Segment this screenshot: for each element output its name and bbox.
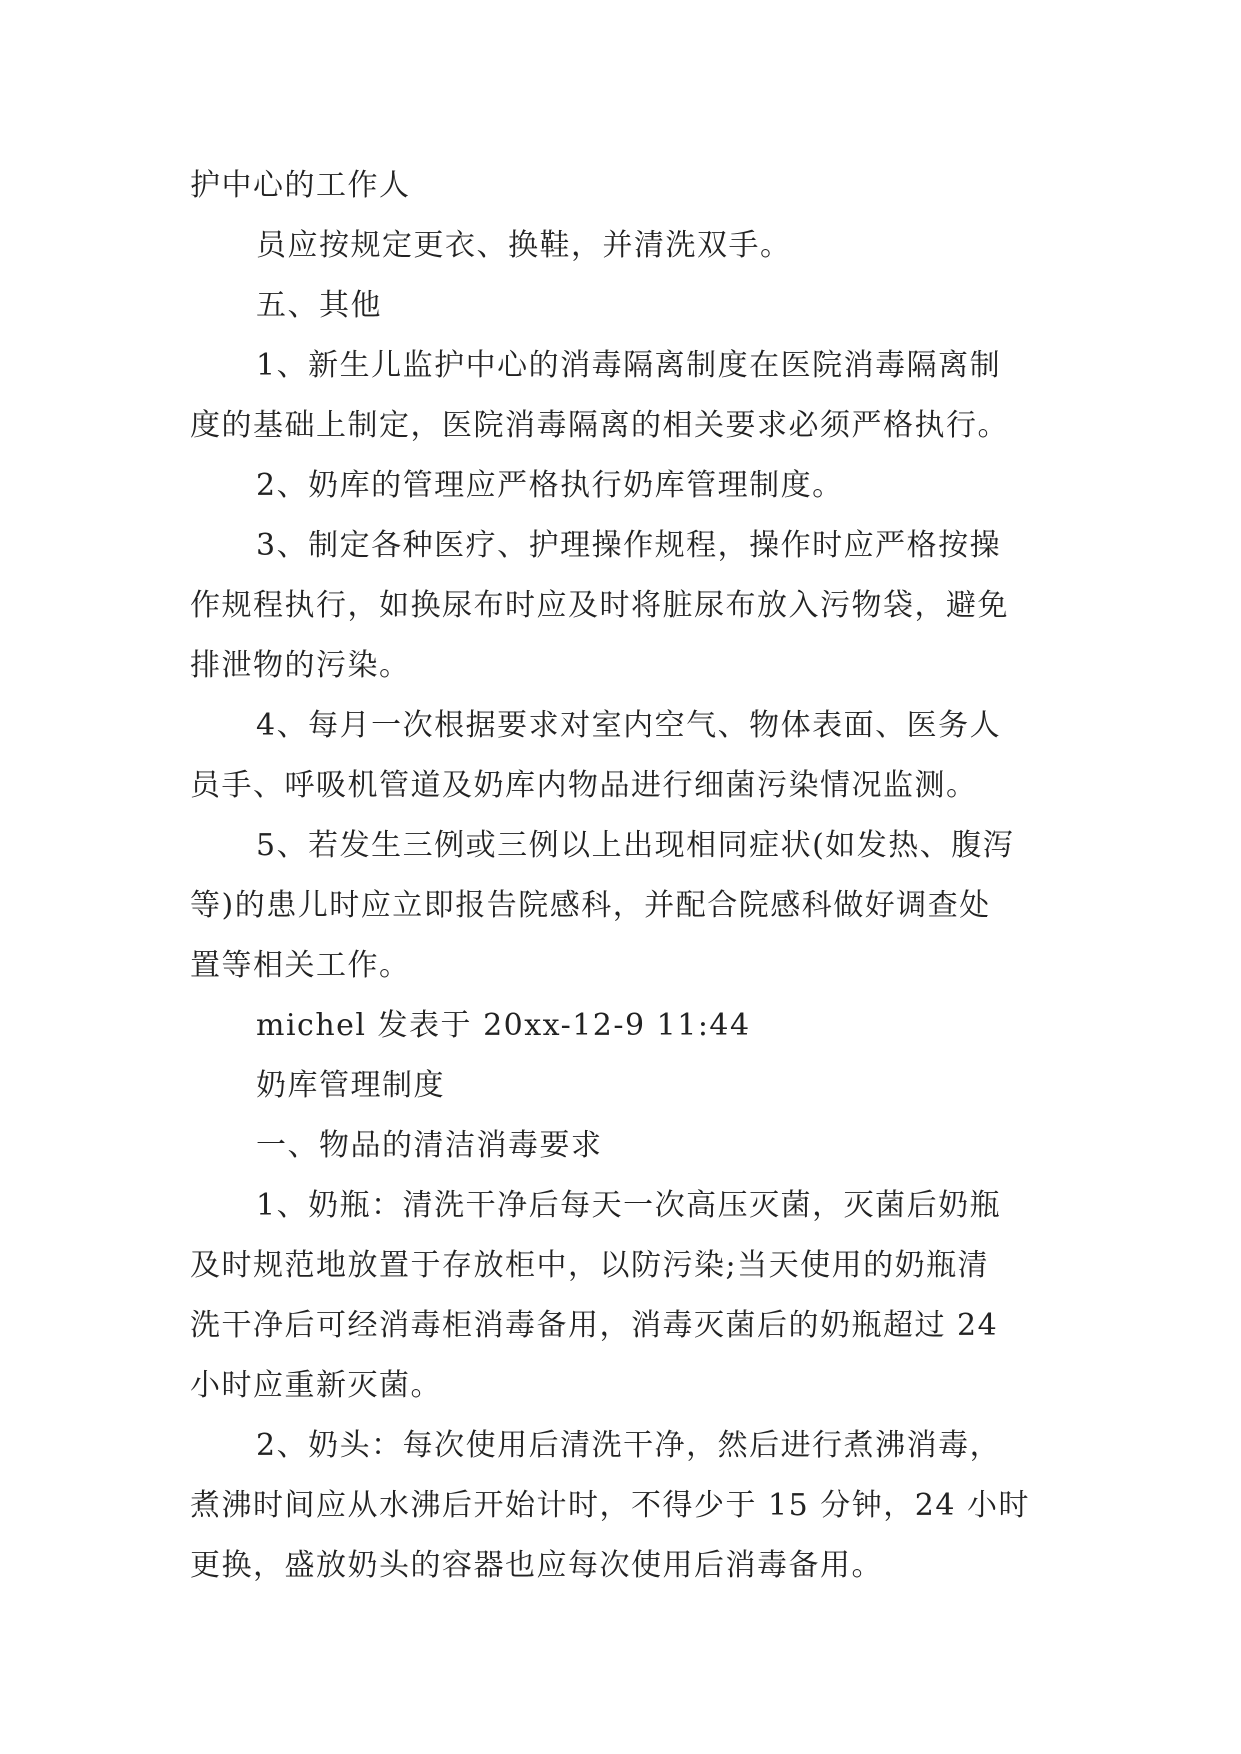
text-line: 及时规范地放置于存放柜中，以防污染;当天使用的奶瓶清 (190, 1248, 990, 1283)
text-line: 洗干净后可经消毒柜消毒备用，消毒灭菌后的奶瓶超过 24 (190, 1308, 999, 1343)
document-title: 奶库管理制度 (256, 1068, 445, 1103)
text-line: 排泄物的污染。 (190, 648, 411, 683)
text-line: 小时应重新灭菌。 (190, 1368, 442, 1403)
text-line: 4、每月一次根据要求对室内空气、物体表面、医务人 (256, 708, 1002, 743)
text-line: 度的基础上制定，医院消毒隔离的相关要求必须严格执行。 (190, 408, 1009, 443)
text-line: 更换，盛放奶头的容器也应每次使用后消毒备用。 (190, 1548, 883, 1583)
text-line: 3、制定各种医疗、护理操作规程，操作时应严格按操 (256, 528, 1002, 563)
text-line: 2、奶库的管理应严格执行奶库管理制度。 (256, 468, 844, 503)
text-line: 作规程执行，如换尿布时应及时将脏尿布放入污物袋，避免 (190, 588, 1009, 623)
text-line: 2、奶头：每次使用后清洗干净，然后进行煮沸消毒， (256, 1428, 1002, 1463)
text-line: 员手、呼吸机管道及奶库内物品进行细菌污染情况监测。 (190, 768, 978, 803)
section-heading: 一、物品的清洁消毒要求 (256, 1128, 603, 1163)
text-line: 员应按规定更衣、换鞋，并清洗双手。 (256, 228, 792, 263)
text-line: 护中心的工作人 (190, 168, 411, 203)
text-line: 5、若发生三例或三例以上出现相同症状(如发热、腹泻 (256, 828, 1015, 863)
text-line: 等)的患儿时应立即报告院感科，并配合院感科做好调查处 (190, 888, 991, 923)
post-byline: michel 发表于 20xx-12-9 11:44 (256, 1008, 751, 1043)
document-body (190, 156, 1070, 1596)
text-line: 置等相关工作。 (190, 948, 411, 983)
text-line: 1、新生儿监护中心的消毒隔离制度在医院消毒隔离制 (256, 348, 1002, 383)
section-heading: 五、其他 (256, 288, 382, 323)
text-line: 煮沸时间应从水沸后开始计时，不得少于 15 分钟，24 小时 (190, 1488, 1030, 1523)
text-line: 1、奶瓶：清洗干净后每天一次高压灭菌，灭菌后奶瓶 (256, 1188, 1002, 1223)
